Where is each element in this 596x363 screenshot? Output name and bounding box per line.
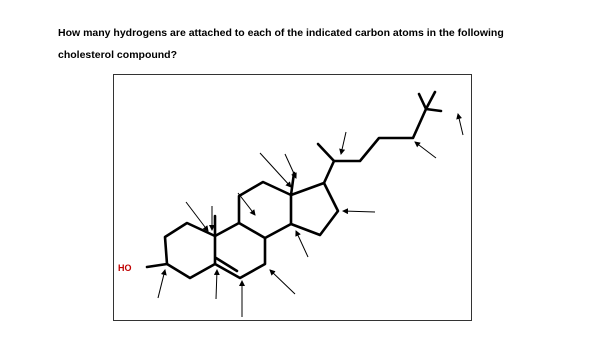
cholesterol-structure <box>113 74 472 321</box>
arrow-11 <box>343 211 375 212</box>
side-chain-branch-2 <box>426 92 435 109</box>
side-chain-branch <box>419 94 426 109</box>
question-line-1: How many hydrogens are attached to each of the indicated carbon atoms in the following <box>58 27 504 39</box>
arrow-4 <box>270 270 295 294</box>
cholesterol-figure <box>113 74 472 321</box>
side-chain-tip <box>426 109 441 111</box>
arrow-14 <box>458 114 463 135</box>
question-text <box>58 22 578 66</box>
arrow-12 <box>341 132 346 154</box>
ring-b <box>215 223 265 278</box>
side-chain-methyl <box>318 144 334 161</box>
ring-a <box>165 223 215 278</box>
arrow-1 <box>158 270 165 298</box>
arrow-8 <box>238 193 255 215</box>
question-line-2: cholesterol compound? <box>58 49 178 61</box>
methyl-c13 <box>291 173 294 195</box>
arrow-2 <box>216 270 217 299</box>
ring-c <box>239 182 291 238</box>
hydroxyl-label: HO <box>118 263 132 273</box>
oh-bond <box>147 264 167 267</box>
arrow-5 <box>296 231 308 257</box>
side-chain <box>324 109 426 183</box>
arrow-13 <box>415 142 436 158</box>
arrow-10 <box>285 154 296 178</box>
ring-d <box>291 183 338 235</box>
